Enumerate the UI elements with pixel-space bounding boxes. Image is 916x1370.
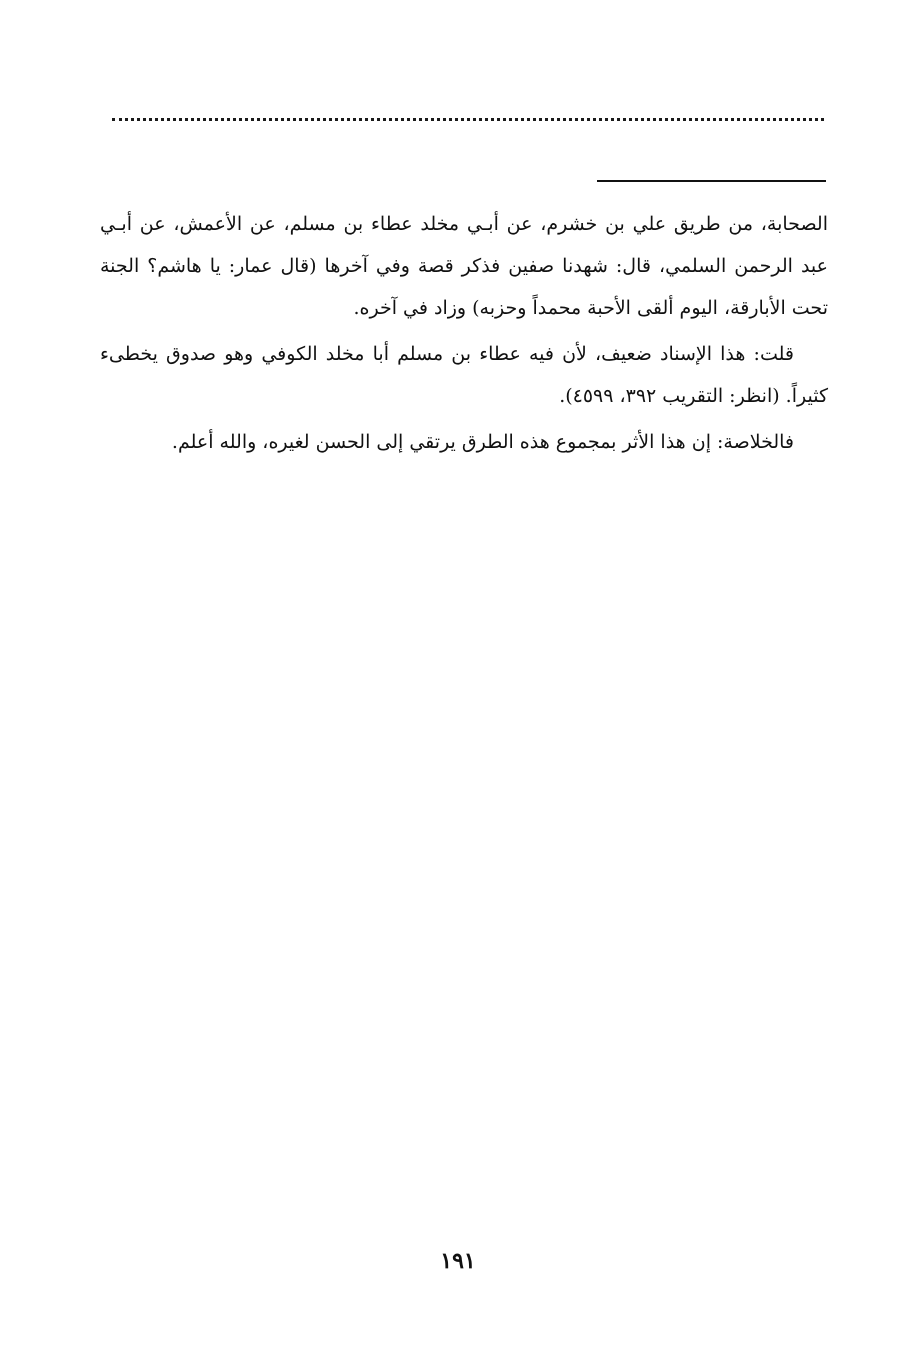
- footnote-text: [100, 203, 828, 463]
- footnote-paragraph: قلت: هذا الإسناد ضعيف، لأن فيه عطاء بن مسلم أبا مخلد الكوفي وهو صدوق يخطىء كثيراً. (انظر: التقريب ٣٩٢، ٤٥٩٩).: [100, 343, 828, 407]
- footnote-paragraph: فالخلاصة: إن هذا الأثر بمجموع هذه الطرق يرتقي إلى الحسن لغيره، والله أعلم.: [171, 431, 794, 453]
- dotted-separator: [112, 118, 824, 121]
- footnote-paragraph: الصحابة، من طريق علي بن خشرم، عن أبـي مخلد عطاء بن مسلم، عن الأعمش، عن أبـي عبد الرحمن السلمي، قال: شهدنا صفين فذكر قصة وفي آخرها (قال عمار: يا هاشم؟ الجنة تحت الأبارقة، اليوم ألقى الأحبة محمداً وحزبه) وزاد في آخره.: [100, 213, 828, 319]
- page-number: ١٩١: [440, 1248, 476, 1274]
- footnote-rule: [597, 180, 826, 182]
